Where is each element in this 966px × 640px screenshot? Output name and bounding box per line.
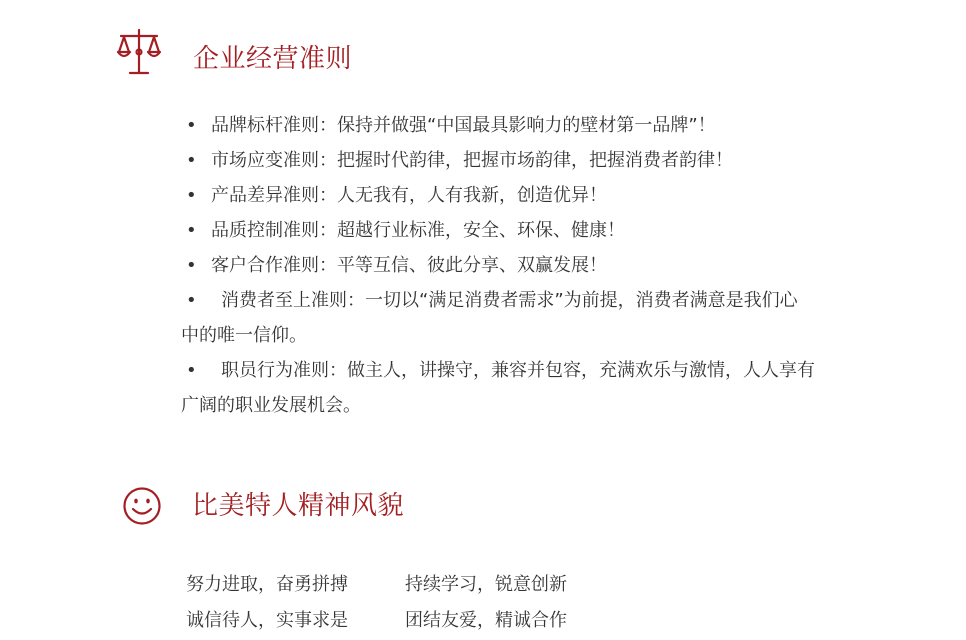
list-item [181,143,881,178]
bullet: • [186,185,197,206]
bullet: • [186,290,197,311]
rule-text-continuation: 中的唯一信仰。 [181,325,307,346]
bullet: • [186,115,197,136]
bullet: • [186,220,197,241]
rule-text: 职员行为准则：做主人，讲操守，兼容并包容，充满欢乐与激情，人人享有 [221,360,815,381]
spirit-phrase: 诚信待人，实事求是 [186,610,348,631]
scales-icon [116,28,162,76]
list-item [181,248,881,283]
list-item [181,213,881,248]
bullet: • [186,150,197,171]
smiley-icon [122,486,162,526]
rule-text: 消费者至上准则：一切以“满足消费者需求”为前提，消费者满意是我们心 [221,290,798,311]
spirit-phrase: 持续学习，锐意创新 [405,574,567,595]
spirit-row [186,603,567,639]
rule-text: 品牌标杆准则：保持并做强“中国最具影响力的壁材第一品牌”！ [211,115,716,136]
list-item [181,178,881,213]
bullet: • [186,255,197,276]
section-title-business-principles: 企业经营准则 [193,44,353,74]
rule-text: 产品差异准则：人无我有，人有我新，创造优异！ [211,185,607,206]
rule-text: 品质控制准则：超越行业标准，安全、环保、健康！ [211,220,625,241]
rule-text: 客户合作准则：平等互信、彼此分享、双赢发展！ [211,255,607,276]
principles-list [181,108,881,423]
bullet: • [186,360,197,381]
list-item [181,108,881,143]
rule-text-continuation: 广阔的职业发展机会。 [181,395,361,416]
list-item [181,283,881,353]
spirit-list [186,567,567,639]
spirit-phrase: 团结友爱，精诚合作 [405,610,567,631]
section-title-team-spirit: 比美特人精神风貌 [192,491,405,521]
spirit-phrase: 努力进取，奋勇拼搏 [186,574,348,595]
spirit-row [186,567,567,603]
rule-text: 市场应变准则：把握时代韵律，把握市场韵律，把握消费者韵律！ [211,150,733,171]
list-item [181,353,881,423]
